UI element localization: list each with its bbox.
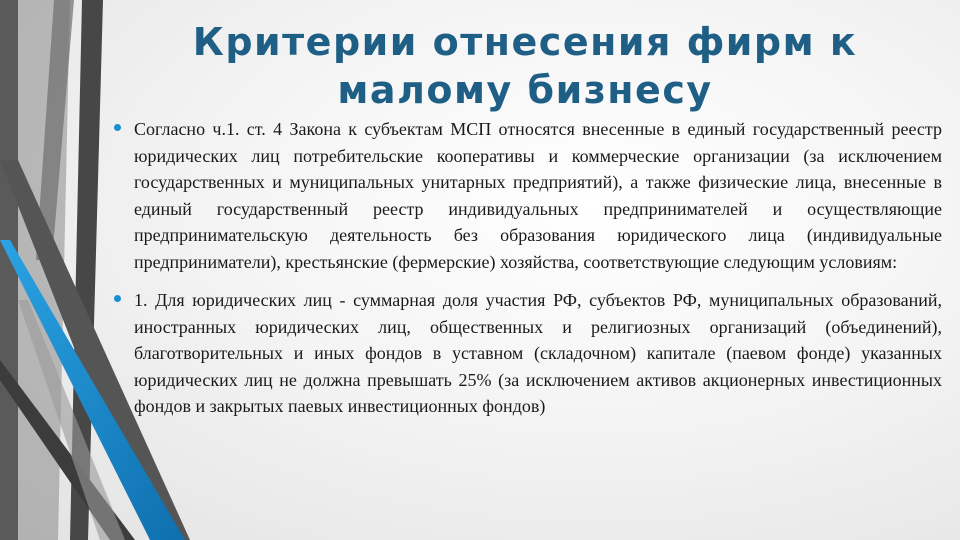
bullet-list — [112, 116, 942, 432]
bullet-item — [112, 287, 942, 420]
slide-title: Критерии отнесения фирм к малому бизнесу — [192, 20, 858, 112]
bullet-dot-icon — [114, 124, 121, 131]
bullet-dot-icon — [114, 295, 121, 302]
bullet-text: Согласно ч.1. ст. 4 Закона к субъектам МСП относятся внесенные в единый государственный реестр юридических лиц потребительские кооперативы и коммерческие организации (за исключением государственных и муниципальных унитарных предприятий), а также физические лица, внесенные в единый государственный реестр индивидуальных предпринимателей и осуществляющие предпринимательскую деятельность без образования юридического лица (индивидуальные предприниматели), крестьянские (фермерские) хозяйства, соответствующие следующим условиям: — [134, 119, 942, 272]
bullet-text: 1. Для юридических лиц - суммарная доля участия РФ, субъектов РФ, муниципальных образований, иностранных юридических лиц, общественных и религиозных организаций (объединений), благотворительных и иных фондов в уставном (складочном) капитале (паевом фонде) указанных юридических лиц не должна превышать 25% (за исключением активов акционерных инвестиционных фондов и закрытых паевых инвестиционных фондов) — [134, 290, 942, 416]
bullet-item — [112, 116, 942, 275]
